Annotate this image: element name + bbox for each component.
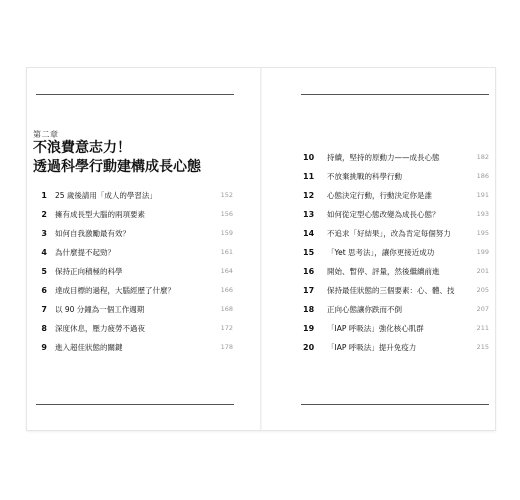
toc-entry-page: 211 <box>476 324 489 332</box>
toc-entry-number: 13 <box>303 210 315 219</box>
toc-entry-number: 12 <box>303 191 315 200</box>
toc-entry-page: 195 <box>476 229 489 237</box>
chapter-title <box>33 139 238 177</box>
toc-entry-title: 不放棄挑戰的科學行動 <box>327 172 402 181</box>
toc-entry <box>303 281 489 300</box>
toc-entry <box>303 148 489 167</box>
toc-entry <box>33 281 233 300</box>
toc-entry-title: 為什麼提不起勁？ <box>55 248 115 257</box>
toc-right-list <box>303 148 489 357</box>
chapter-title-line-1: 不浪費意志力！ <box>33 140 131 156</box>
toc-entry <box>33 205 233 224</box>
toc-entry-page: 215 <box>476 343 489 351</box>
toc-entry-page: 207 <box>476 305 489 313</box>
right-bottom-rule <box>301 404 489 405</box>
toc-entry-page: 201 <box>476 267 489 275</box>
toc-entry-page: 172 <box>220 324 233 332</box>
toc-entry <box>303 205 489 224</box>
toc-entry-number: 5 <box>41 267 47 276</box>
toc-entry-title: 以 90 分鐘為一個工作週期 <box>55 305 145 314</box>
toc-entry <box>303 167 489 186</box>
toc-entry <box>303 243 489 262</box>
toc-entry-title: 「IAP 呼吸法」強化核心肌群 <box>327 324 424 333</box>
toc-entry-number: 18 <box>303 305 315 314</box>
toc-entry-title: 進入超佳狀態的關鍵 <box>55 343 123 352</box>
toc-entry-title: 25 歲後請用「成人的學習法」 <box>55 191 157 200</box>
book-spread <box>27 68 495 430</box>
toc-entry <box>33 338 233 357</box>
toc-entry-number: 1 <box>41 191 47 200</box>
toc-entry-number: 3 <box>41 229 47 238</box>
toc-entry-number: 10 <box>303 153 315 162</box>
toc-entry <box>33 319 233 338</box>
toc-entry-title: 正向心態讓你跌而不倒 <box>327 305 402 314</box>
toc-entry <box>303 338 489 357</box>
toc-entry <box>33 186 233 205</box>
toc-entry-page: 182 <box>476 153 489 161</box>
toc-entry-title: 達成目標的過程，大腦經歷了什麼？ <box>55 286 175 295</box>
left-bottom-rule <box>36 404 234 405</box>
toc-entry-page: 186 <box>476 172 489 180</box>
toc-entry-page: 168 <box>220 305 233 313</box>
toc-entry-title: 開始、暫停、評量，然後繼續前進 <box>327 267 440 276</box>
chapter-title-line-2: 透過科學行動建構成長心態 <box>33 159 201 175</box>
toc-entry-number: 2 <box>41 210 47 219</box>
toc-entry <box>33 224 233 243</box>
toc-entry-page: 166 <box>220 286 233 294</box>
toc-entry-title: 深度休息，壓力疲勞不過夜 <box>55 324 145 333</box>
toc-entry-number: 7 <box>41 305 47 314</box>
toc-entry <box>33 300 233 319</box>
toc-entry-page: 199 <box>476 248 489 256</box>
toc-entry-title: 持續，堅持的原動力——成長心態 <box>327 153 440 162</box>
toc-entry-page: 178 <box>220 343 233 351</box>
toc-entry-number: 4 <box>41 248 47 257</box>
toc-entry-title: 擁有成長型大腦的兩項要素 <box>55 210 145 219</box>
toc-entry-title: 保持正向積極的科學 <box>55 267 123 276</box>
toc-entry-page: 156 <box>220 210 233 218</box>
toc-entry-title: 「IAP 呼吸法」提升免疫力 <box>327 343 417 352</box>
toc-entry-number: 19 <box>303 324 315 333</box>
toc-entry-number: 14 <box>303 229 315 238</box>
toc-entry-page: 152 <box>220 191 233 199</box>
toc-entry-number: 17 <box>303 286 315 295</box>
toc-entry <box>303 224 489 243</box>
right-top-rule <box>301 94 489 95</box>
left-top-rule <box>36 94 234 95</box>
toc-entry-page: 193 <box>476 210 489 218</box>
toc-entry <box>303 262 489 281</box>
chapter-label: 第二章 <box>33 130 59 139</box>
toc-entry-title: 保持最佳狀態的三個要素：心、體、技 <box>327 286 455 295</box>
toc-entry <box>303 319 489 338</box>
toc-entry-page: 161 <box>220 248 233 256</box>
toc-entry-page: 164 <box>220 267 233 275</box>
book-gutter <box>260 68 262 430</box>
toc-entry <box>303 186 489 205</box>
toc-entry-title: 如何從定型心態改變為成長心態？ <box>327 210 440 219</box>
toc-entry <box>33 262 233 281</box>
toc-entry-page: 159 <box>220 229 233 237</box>
toc-entry-number: 11 <box>303 172 315 181</box>
toc-entry-title: 不追求「好結果」，改為肯定每個努力 <box>327 229 451 238</box>
toc-entry-number: 9 <box>41 343 47 352</box>
toc-left-list <box>33 186 233 357</box>
toc-entry-number: 16 <box>303 267 315 276</box>
toc-entry-title: 心態決定行動，行動決定你是誰 <box>327 191 432 200</box>
toc-entry-title: 「Yet 思考法」，讓你更接近成功 <box>327 248 435 257</box>
toc-entry-number: 6 <box>41 286 47 295</box>
toc-entry-title: 如何自我激勵最有效？ <box>55 229 130 238</box>
toc-entry-page: 191 <box>476 191 489 199</box>
toc-entry-page: 205 <box>476 286 489 294</box>
toc-entry-number: 8 <box>41 324 47 333</box>
toc-entry-number: 20 <box>303 343 315 352</box>
toc-entry-number: 15 <box>303 248 315 257</box>
toc-entry <box>33 243 233 262</box>
toc-entry <box>303 300 489 319</box>
